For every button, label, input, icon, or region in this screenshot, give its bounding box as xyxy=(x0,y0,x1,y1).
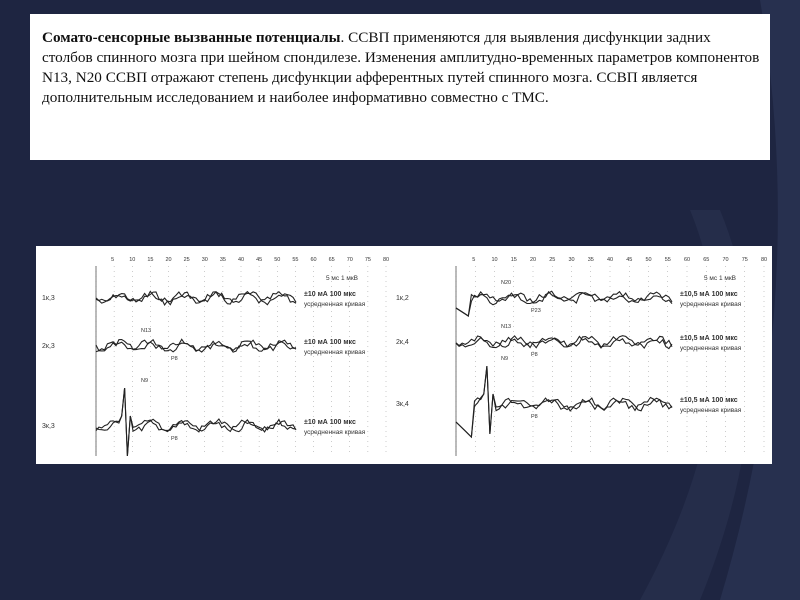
row-label: 2к,4 xyxy=(396,339,409,346)
tick-label: 35 xyxy=(219,257,226,263)
tick-label: 5 xyxy=(111,257,115,263)
scale-note: 5 мс 1 мкВ xyxy=(704,275,737,282)
tick-label: 50 xyxy=(645,257,652,263)
calibration-label: ±10,5 мА 100 мкс xyxy=(680,397,738,404)
peak-label: N13 xyxy=(501,324,512,330)
tick-label: 45 xyxy=(626,257,633,263)
paragraph-body: . ССВП применяются для выявления дисфункции задних столбов спинного мозга при шейном спондилезе. Изменения амплитудно-временных параметров компонентов N13, N20 ССВП отражают степень дисфункции афферентных путей спинного мозга. ССВП является дополнительным исследованием и наиболее информативно совместно с ТМС. xyxy=(42,29,760,106)
tick-label: 35 xyxy=(587,257,594,263)
ep-trace xyxy=(96,340,296,353)
tick-label: 30 xyxy=(201,257,208,263)
average-label: усредненная кривая xyxy=(680,407,742,414)
calibration-label: ±10,5 мА 100 мкс xyxy=(680,291,738,298)
tick-label: 55 xyxy=(664,257,671,263)
ssep-recordings xyxy=(36,246,772,464)
tick-label: 10 xyxy=(491,257,498,263)
tick-label: 20 xyxy=(530,257,537,263)
tick-label: 80 xyxy=(383,257,390,263)
scale-note: 5 мс 1 мкВ xyxy=(326,275,359,282)
tick-label: 25 xyxy=(549,257,556,263)
peak-label: N20 xyxy=(501,280,512,286)
tick-label: 40 xyxy=(238,257,245,263)
row-label: 3к,4 xyxy=(396,401,409,408)
row-label: 1к,3 xyxy=(42,295,55,302)
ssep-figure xyxy=(36,246,772,464)
tick-label: 65 xyxy=(328,257,335,263)
tick-label: 70 xyxy=(722,257,729,263)
peak-label: P23 xyxy=(531,308,541,314)
average-label: усредненная кривая xyxy=(304,301,366,308)
tick-label: 75 xyxy=(741,257,748,263)
ep-trace xyxy=(96,388,296,456)
peak-label: N9 xyxy=(141,378,149,384)
tick-label: 15 xyxy=(147,257,154,263)
peak-label: N9 xyxy=(501,356,509,362)
tick-label: 65 xyxy=(703,257,710,263)
tick-label: 45 xyxy=(256,257,263,263)
average-label: усредненная кривая xyxy=(304,429,366,436)
tick-label: 50 xyxy=(274,257,281,263)
peak-label: P8 xyxy=(171,436,178,442)
tick-label: 55 xyxy=(292,257,299,263)
row-label: 2к,3 xyxy=(42,343,55,350)
tick-label: 30 xyxy=(568,257,575,263)
ep-trace xyxy=(456,366,672,437)
tick-label: 25 xyxy=(183,257,190,263)
calibration-label: ±10 мА 100 мкс xyxy=(304,339,356,346)
peak-label: P8 xyxy=(531,414,538,420)
peak-label: P8 xyxy=(171,356,178,362)
tick-label: 10 xyxy=(129,257,136,263)
row-label: 1к,2 xyxy=(396,295,409,302)
peak-label: N13 xyxy=(141,328,152,334)
tick-label: 15 xyxy=(510,257,517,263)
tick-label: 60 xyxy=(684,257,691,263)
average-label: усредненная кривая xyxy=(680,301,742,308)
tick-label: 70 xyxy=(346,257,353,263)
tick-label: 20 xyxy=(165,257,172,263)
paragraph-bold-lead: Сомато-сенсорные вызванные потенциалы xyxy=(42,29,341,46)
description-paragraph xyxy=(42,28,764,108)
row-label: 3к,3 xyxy=(42,423,55,430)
tick-label: 80 xyxy=(761,257,768,263)
peak-label: P8 xyxy=(531,352,538,358)
calibration-label: ±10 мА 100 мкс xyxy=(304,419,356,426)
average-label: усредненная кривая xyxy=(304,349,366,356)
tick-label: 60 xyxy=(310,257,317,263)
calibration-label: ±10 мА 100 мкс xyxy=(304,291,356,298)
text-panel xyxy=(30,14,770,160)
calibration-label: ±10,5 мА 100 мкс xyxy=(680,335,738,342)
average-label: усредненная кривая xyxy=(680,345,742,352)
ep-trace xyxy=(456,336,672,349)
tick-label: 5 xyxy=(472,257,476,263)
tick-label: 75 xyxy=(364,257,371,263)
tick-label: 40 xyxy=(607,257,614,263)
ep-trace xyxy=(456,291,672,316)
